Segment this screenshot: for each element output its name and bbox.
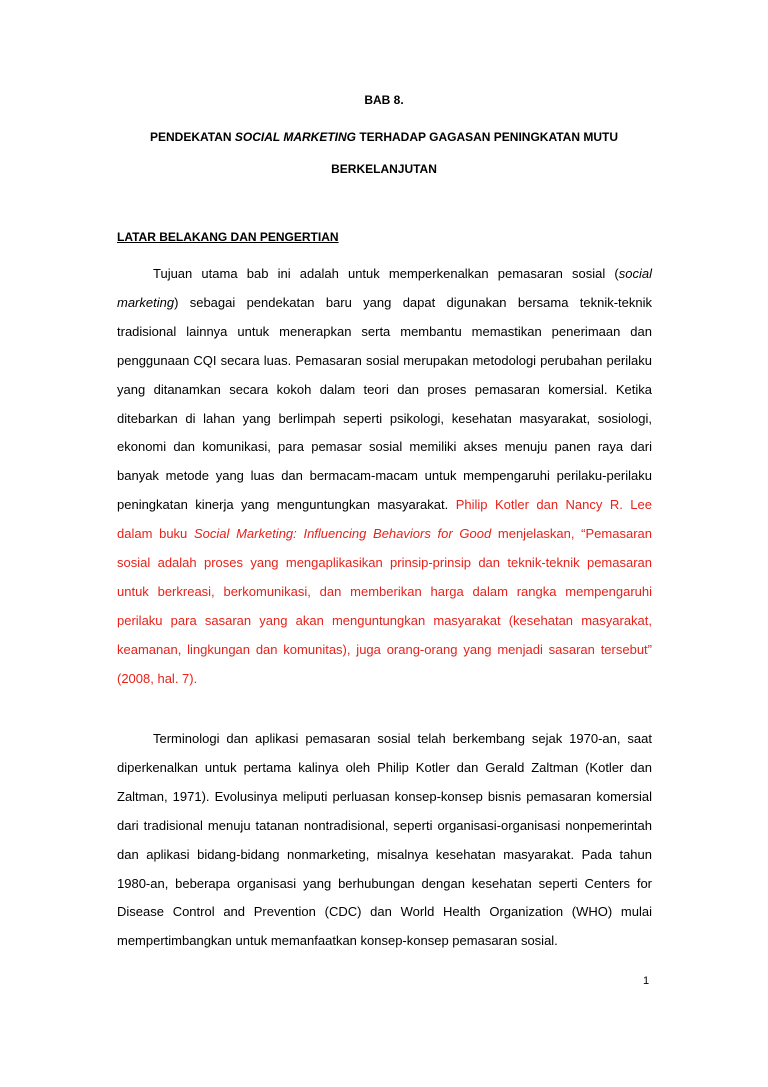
p1-text-a: Tujuan utama bab ini adalah untuk memperkenalkan pemasaran sosial ( <box>153 266 619 281</box>
p1-red-text-b: menjelaskan, “Pemasaran sosial adalah proses yang mengaplikasikan prinsip-prinsip dan teknik-teknik pemasaran untuk berkreasi, berkomunikasi, dan memberikan harga dalam rangka mempengaruhi perilaku para sasaran yang akan menguntungkan masyarakat (kesehatan masyarakat, keamanan, lingkungan dan komunitas), juga orang-orang yang menjadi sasaran tersebut” (2008, hal. 7). <box>117 526 652 686</box>
p1-italic-term: social marketing <box>117 266 652 310</box>
p1-red-book-title: Social Marketing: Influencing Behaviors for Good <box>193 526 492 542</box>
p1-text-b: ) sebagai pendekatan baru yang dapat digunakan bersama teknik-teknik tradisional lainnya untuk menerapkan serta membantu memastikan penerimaan dan penggunaan CQI secara luas. Pemasaran sosial merupakan metodologi perubahan perilaku yang ditanamkan secara kokoh dalam teori dan proses pemasaran komersial. Ketika ditebarkan di lahan yang berlimpah seperti psikologi, kesehatan masyarakat, sosiologi, ekonomi dan komunikasi, para pemasar sosial memiliki akses menuju panen raya dari banyak metode yang luas dan bermacam-macam untuk mempengaruhi perilaku-perilaku peningkatan kinerja yang menguntungkan masyarakat. <box>117 294 652 513</box>
title-italic: SOCIAL MARKETING <box>234 130 356 144</box>
paragraph-2 <box>117 725 652 956</box>
chapter-text: BAB 8. <box>364 93 404 107</box>
p2-text: Terminologi dan aplikasi pemasaran sosial telah berkembang sejak 1970-an, saat diperkenalkan untuk pertama kalinya oleh Philip Kotler dan Gerald Zaltman (Kotler dan Zaltman, 1971). Evolusinya meliputi perluasan konsep-konsep bisnis pemasaran komersial dari tradisional menuju tatanan nontradisional, seperti organisasi-organisasi nonpemerintah dan aplikasi bidang-bidang nonmarketing, misalnya kesehatan masyarakat. Pada tahun 1980-an, beberapa organisasi yang berhubungan dengan kesehatan seperti Centers for Disease Control and Prevention (CDC) dan World Health Organization (WHO) mulai mempertimbangkan untuk memanfaatkan konsep-konsep pemasaran sosial. <box>117 731 652 949</box>
chapter-label <box>117 93 651 107</box>
chapter-title-line2 <box>117 162 651 176</box>
section-heading: LATAR BELAKANG DAN PENGERTIAN <box>117 230 339 244</box>
title-suffix: TERHADAP GAGASAN PENINGKATAN MUTU <box>356 130 619 144</box>
chapter-title-line1 <box>110 130 658 144</box>
page-number: 1 <box>643 975 650 987</box>
paragraph-1 <box>117 260 652 694</box>
title-prefix: PENDEKATAN <box>149 130 235 144</box>
title-line2-text: BERKELANJUTAN <box>331 162 437 176</box>
p1-red-text-a: Philip Kotler dan Nancy R. Lee dalam buku <box>117 497 652 542</box>
